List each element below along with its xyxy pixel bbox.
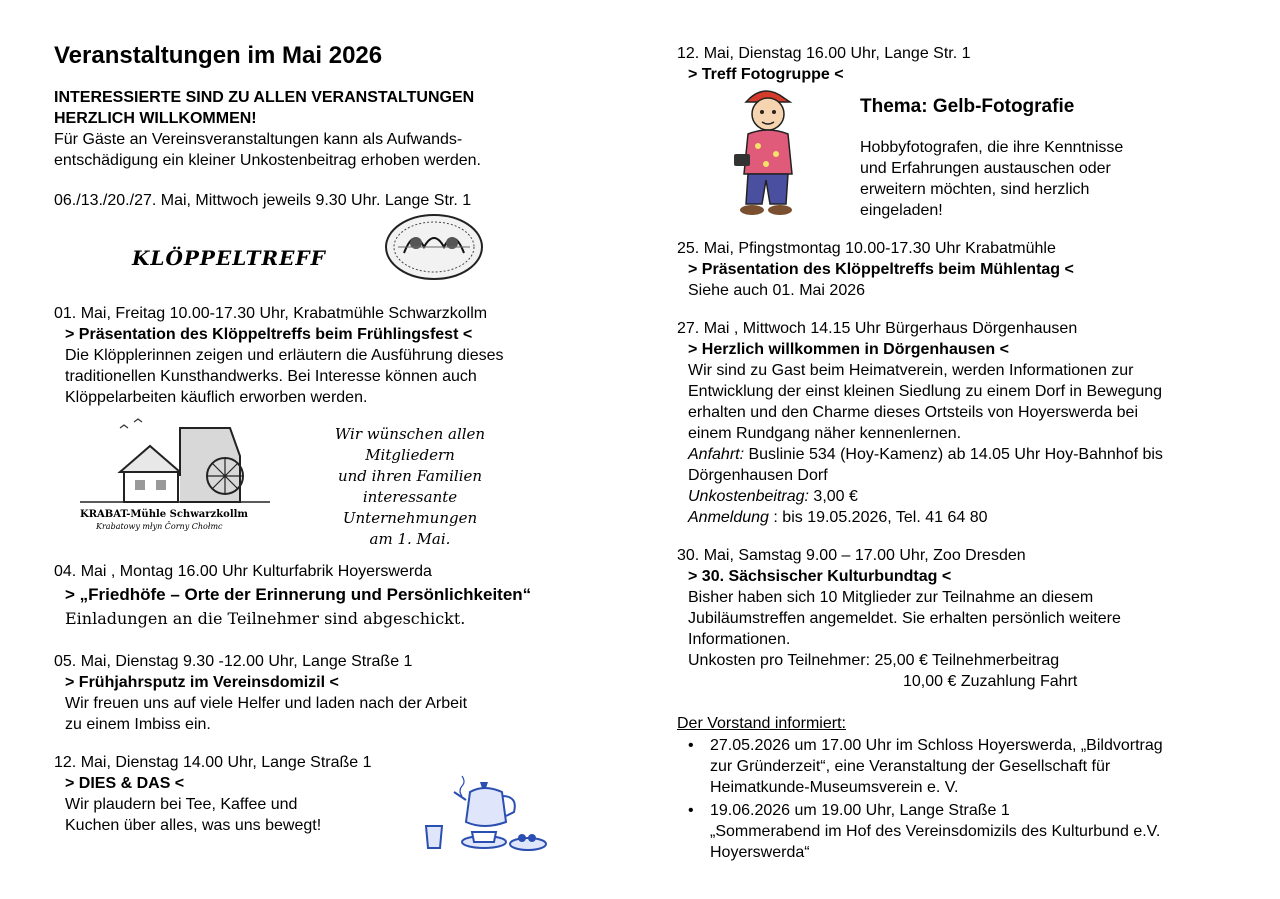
doergenhausen-line-2: Entwicklung der einst kleinen Siedlung zu einem Dorf in Bewegung [688, 383, 1163, 400]
foto-title: > Treff Fotogruppe < [688, 66, 844, 83]
doergenhausen-line-1: Wir sind zu Gast beim Heimatverein, werden Informationen zur [688, 362, 1134, 379]
vorstand-item-2-line-1: • 19.06.2026 um 19.00 Uhr, Lange Straße 1 [710, 802, 1010, 819]
lace-doily-image [384, 213, 484, 281]
foto-line-4: eingeladen! [860, 202, 943, 219]
event-1-line-2: traditionellen Kunsthandwerks. Bei Interesse können auch [65, 368, 477, 385]
vorstand-item-2 [680, 800, 1163, 863]
anmeldung-text: : bis 19.05.2026, Tel. 41 64 80 [768, 509, 988, 526]
kosten-text: 3,00 € [808, 488, 858, 505]
event-4-title: > DIES & DAS < [65, 775, 185, 792]
vorstand-item-2-line-3: Hoyerswerda“ [710, 844, 810, 861]
muehlentag-date: 25. Mai, Pfingstmontag 10.00-17.30 Uhr Krabatmühle [677, 240, 1056, 257]
wish-line-3: und ihren Familien [337, 467, 483, 485]
doergenhausen-anmeldung [688, 507, 988, 528]
doergenhausen-title: > Herzlich willkommen in Dörgenhausen < [688, 341, 1009, 358]
doergenhausen-line-4: einem Rundgang näher kennenlernen. [688, 425, 962, 442]
event-3-date: 05. Mai, Dienstag 9.30 -12.00 Uhr, Lange Straße 1 [54, 653, 413, 670]
vorstand-heading: Der Vorstand informiert: [677, 715, 846, 732]
muehlentag-title: > Präsentation des Klöppeltreffs beim Mühlentag < [688, 261, 1074, 278]
event-4-date: 12. Mai, Dienstag 14.00 Uhr, Lange Straße 1 [54, 754, 372, 771]
photographer-cartoon [732, 84, 802, 218]
vorstand-item-1 [680, 735, 1163, 798]
event-2-title: > „Friedhöfe – Orte der Erinnerung und Persönlichkeiten“ [65, 585, 532, 604]
wish-line-1: Wir wünschen allen [334, 425, 486, 443]
wish-text-block [310, 424, 510, 550]
vorstand-item-1-line-1: • 27.05.2026 um 17.00 Uhr im Schloss Hoyerswerda, „Bildvortrag [710, 737, 1163, 754]
kosten-label: Unkostenbeitrag: [688, 488, 809, 505]
anfahrt-label: Anfahrt: [688, 446, 745, 463]
wish-line-4: interessante [362, 488, 458, 506]
vorstand-item-2-line-2: „Sommerabend im Hof des Vereinsdomizils des Kulturbund e.V. [710, 823, 1161, 840]
mill-caption-1: KRABAT-Mühle Schwarzkollm [80, 509, 249, 520]
event-4-line-1: Wir plaudern bei Tee, Kaffee und [65, 796, 298, 813]
doergenhausen-anfahrt-2: Dörgenhausen Dorf [688, 467, 828, 484]
intro-text-line-1: Für Gäste an Vereinsveranstaltungen kann als Aufwands- [54, 131, 463, 148]
kulturbundtag-cost-1: Unkosten pro Teilnehmer: 25,00 € Teilnehmerbeitrag [688, 652, 1060, 669]
doergenhausen-kosten [688, 486, 858, 507]
vorstand-item-1-line-2: zur Gründerzeit“, eine Veranstaltung der Gesellschaft für [710, 758, 1111, 775]
intro-caps-line-2: HERZLICH WILLKOMMEN! [54, 110, 257, 127]
event-2-line: Einladungen an die Teilnehmer sind abgeschickt. [65, 609, 466, 628]
vorstand-list [680, 735, 1163, 865]
doergenhausen-anfahrt [688, 444, 1163, 465]
anfahrt-text: Buslinie 534 (Hoy-Kamenz) ab 14.05 Uhr Hoy-Bahnhof bis [744, 446, 1163, 463]
kulturbundtag-cost-2: 10,00 € Zuzahlung Fahrt [903, 673, 1078, 690]
kulturbundtag-line-2: Jubiläumstreffen angemeldet. Sie erhalten persönlich weitere [688, 610, 1121, 627]
kulturbundtag-date: 30. Mai, Samstag 9.00 – 17.00 Uhr, Zoo Dresden [677, 547, 1026, 564]
kulturbundtag-line-3: Informationen. [688, 631, 791, 648]
tea-set-image [418, 770, 548, 856]
event-3-title: > Frühjahrsputz im Vereinsdomizil < [65, 674, 339, 691]
kulturbundtag-title: > 30. Sächsischer Kulturbundtag < [688, 568, 952, 585]
event-1-line-1: Die Klöpplerinnen zeigen und erläutern die Ausführung dieses [65, 347, 504, 364]
event-1-line-3: Klöppelarbeiten käuflich erworben werden. [65, 389, 368, 406]
doergenhausen-line-3: erhalten und den Charme dieses Ortsteils von Hoyerswerda bei [688, 404, 1139, 421]
foto-line-1: Hobbyfotografen, die ihre Kenntnisse [860, 139, 1124, 156]
vorstand-item-1-line-3: Heimatkunde-Museumsverein e. V. [710, 779, 959, 796]
intro-caps-line-1: INTERESSIERTE SIND ZU ALLEN VERANSTALTUNGEN [54, 89, 475, 106]
page-title: Veranstaltungen im Mai 2026 [54, 42, 383, 69]
event-1-date: 01. Mai, Freitag 10.00-17.30 Uhr, Krabatmühle Schwarzkollm [54, 305, 488, 322]
event-4-line-2: Kuchen über alles, was uns bewegt! [65, 817, 322, 834]
event-3-line-2: zu einem Imbiss ein. [65, 716, 211, 733]
event-1-title: > Präsentation des Klöppeltreffs beim Frühlingsfest < [65, 326, 473, 343]
event-3-line-1: Wir freuen uns auf viele Helfer und laden nach der Arbeit [65, 695, 468, 712]
mill-drawing [80, 416, 270, 508]
doergenhausen-date: 27. Mai , Mittwoch 14.15 Uhr Bürgerhaus Dörgenhausen [677, 320, 1078, 337]
wish-line-6: am 1. Mai. [369, 530, 451, 548]
foto-line-2: und Erfahrungen austauschen oder [860, 160, 1111, 177]
foto-line-3: erweitern möchten, sind herzlich [860, 181, 1090, 198]
wish-line-2: Mitgliedern [365, 446, 455, 464]
anmeldung-label: Anmeldung [688, 509, 769, 526]
intro-text-line-2: entschädigung ein kleiner Unkostenbeitrag erhoben werden. [54, 152, 481, 169]
event-2-date: 04. Mai , Montag 16.00 Uhr Kulturfabrik Hoyerswerda [54, 563, 432, 580]
kloeppeltreff-logo-text: KLÖPPELTREFF [132, 246, 326, 270]
wish-line-5: Unternehmungen [342, 509, 478, 527]
kulturbundtag-line-1: Bisher haben sich 10 Mitglieder zur Teilnahme an diesem [688, 589, 1094, 606]
kloeppel-dates: 06./13./20./27. Mai, Mittwoch jeweils 9.30 Uhr. Lange Str. 1 [54, 192, 472, 209]
foto-date: 12. Mai, Dienstag 16.00 Uhr, Lange Str. 1 [677, 45, 971, 62]
foto-thema: Thema: Gelb-Fotografie [860, 96, 1075, 117]
mill-caption-2: Krabatowy młyn Čorny Chołmc [96, 522, 223, 531]
muehlentag-line: Siehe auch 01. Mai 2026 [688, 282, 866, 299]
